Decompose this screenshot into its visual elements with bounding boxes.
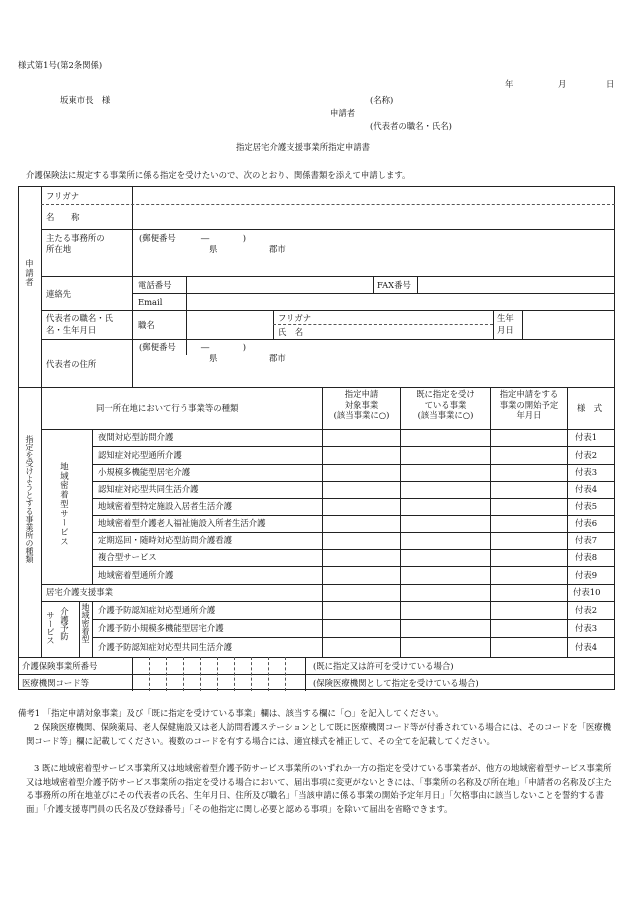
- form-number: 様式第1号(第2条関係): [18, 60, 103, 70]
- home-care-support-form: 付表10: [573, 587, 601, 597]
- representative-label-1: 代表者の職名・氏: [46, 313, 113, 323]
- rep-furigana-label: フリガナ: [278, 313, 312, 323]
- email-label: Email: [138, 297, 163, 307]
- birthdate-label-2: 月日: [497, 325, 514, 335]
- representative-label: (代表者の職名・氏名): [370, 121, 452, 131]
- entity-name-label: 名 称: [46, 212, 80, 222]
- prevention-item-form: 付表3: [575, 623, 598, 633]
- service-item-name: 定期巡回・随時対応型訪問介護看護: [98, 535, 232, 545]
- service-item-name: 認知症対応型通所介護: [98, 450, 182, 460]
- service-item-name: 地域密着型介護老人福祉施設入所者生活介護: [98, 518, 266, 528]
- application-form-table: [18, 186, 615, 690]
- rep-address-label: 代表者の住所: [46, 359, 97, 369]
- phone-label: 電話番号: [138, 280, 172, 290]
- applicant-section-label: 申請者: [24, 259, 35, 288]
- prevention-item-name: 介護予防認知症対応型通所介護: [98, 605, 216, 615]
- service-item-name: 小規模多機能型居宅介護: [98, 467, 191, 477]
- services-section-label: 指定を受けようとする事業所の種類: [25, 435, 34, 563]
- main-office-label-2: 所在地: [46, 244, 72, 254]
- prevention-item-form: 付表2: [575, 605, 598, 615]
- community-service-group-label: 地域密着型サービス: [59, 462, 70, 547]
- home-care-support-name: 居宅介護支援事業: [46, 587, 113, 597]
- rep-address-city: 郡市: [269, 353, 286, 363]
- medical-code-label: 医療機関コード等: [22, 678, 89, 688]
- service-item-form: 付表8: [575, 552, 598, 562]
- prevention-item-form: 付表4: [575, 642, 598, 652]
- prevention-item-name: 介護予防小規模多機能型居宅介護: [98, 623, 224, 633]
- service-item-form: 付表4: [575, 484, 598, 494]
- service-item-form: 付表7: [575, 535, 598, 545]
- prevention-group-label-2: サービス: [45, 611, 56, 645]
- applicant-name-label: (名称): [370, 95, 394, 105]
- intro-text: 介護保険法に規定する事業所に係る指定を受けたいので、次のとおり、関係書類を添えて申請します。: [26, 170, 411, 180]
- note-2: 2 保険医療機関、保険薬局、老人保健施設又は老人訪問看護ステーションとして既に医療機関コード等が付番されている場合には、そのコードを「医療機関コード等」欄に記載してください。複数のコードを有する場合には、適宜様式を補正して、その全てを記載してください。: [26, 722, 611, 746]
- furigana-label: フリガナ: [46, 191, 80, 201]
- insurance-number-label: 介護保険事業所番号: [22, 661, 98, 671]
- fax-label: FAX番号: [377, 280, 411, 290]
- date-day: 日: [606, 79, 615, 89]
- representative-label-2: 名・生年月日: [46, 325, 97, 335]
- page-title: 指定居宅介護支援事業所指定申請書: [236, 142, 370, 152]
- service-item-name: 地域密着型通所介護: [98, 570, 174, 580]
- service-item-name: 複合型サービス: [98, 552, 157, 562]
- service-type-header: 同一所在地において行う事業等の種類: [96, 403, 239, 413]
- prevention-item-name: 介護予防認知症対応型共同生活介護: [98, 642, 232, 652]
- main-office-postal: (郵便番号 ― ): [139, 233, 247, 243]
- service-item-form: 付表9: [575, 570, 598, 580]
- contact-label: 連絡先: [46, 289, 72, 299]
- prevention-group-label-1: 介護予防: [59, 607, 70, 641]
- target-business-header: 指定申請 対象事業 (該当事業に○): [333, 389, 390, 420]
- prevention-sub-label: 地域密着型: [81, 603, 90, 643]
- rep-name-label: 氏 名: [278, 327, 304, 337]
- birthdate-label-1: 生年: [497, 313, 514, 323]
- note-1: 備考1 「指定申請対象事業」及び「既に指定を受けている事業」欄は、該当する欄に「○」を記入してください。: [18, 708, 444, 718]
- service-item-form: 付表2: [575, 450, 598, 460]
- start-date-header: 指定申請をする 事業の開始予定 年月日: [499, 389, 559, 420]
- service-item-name: 認知症対応型共同生活介護: [98, 484, 199, 494]
- main-office-label-1: 主たる事務所の: [46, 233, 105, 243]
- service-item-form: 付表5: [575, 501, 598, 511]
- rep-address-postal: (郵便番号 ― ): [139, 342, 247, 352]
- main-office-city: 郡市: [269, 244, 286, 254]
- service-item-form: 付表6: [575, 518, 598, 528]
- job-title-label: 職名: [138, 320, 155, 330]
- date-year: 年: [505, 79, 514, 89]
- applicant-label: 申請者: [330, 108, 356, 118]
- service-item-name: 夜間対応型訪問介護: [98, 432, 174, 442]
- service-item-form: 付表1: [575, 432, 598, 442]
- date-month: 月: [558, 79, 567, 89]
- main-office-prefecture: 県: [209, 244, 218, 254]
- service-item-form: 付表3: [575, 467, 598, 477]
- form-header: 様 式: [577, 403, 603, 413]
- existing-business-header: 既に指定を受け ている事業 (該当事業に○): [416, 389, 475, 420]
- insurance-number-note: (既に指定又は許可を受けている場合): [313, 661, 454, 671]
- service-item-name: 地域密着型特定施設入居者生活介護: [98, 501, 232, 511]
- note-3: 3 既に地域密着型サービス事業所又は地域密着型介護予防サービス事業所のいずれか一方の指定を受けている事業者が、他方の地域密着型サービス事業所又は地域密着型介護予防サービス事業所の指定を受ける場合において、届出事項に変更がないときには、「事業所の名称及び所在地」「申請者の名称及び主たる事務所の所在地並びにその代表者の氏名、生年月日、住所及び職名」「当該申請に係る事業の開始予定年月日」「欠格事由に該当しないことを誓約する書面」「介護支援専門員の氏名及び登録番号」「その他指定に関し必要と認める事項」を除いて届出を省略できます。: [26, 763, 613, 814]
- rep-address-prefecture: 県: [209, 353, 218, 363]
- addressee: 坂東市長 様: [60, 95, 111, 105]
- medical-code-note: (保険医療機関として指定を受けている場合): [313, 678, 479, 688]
